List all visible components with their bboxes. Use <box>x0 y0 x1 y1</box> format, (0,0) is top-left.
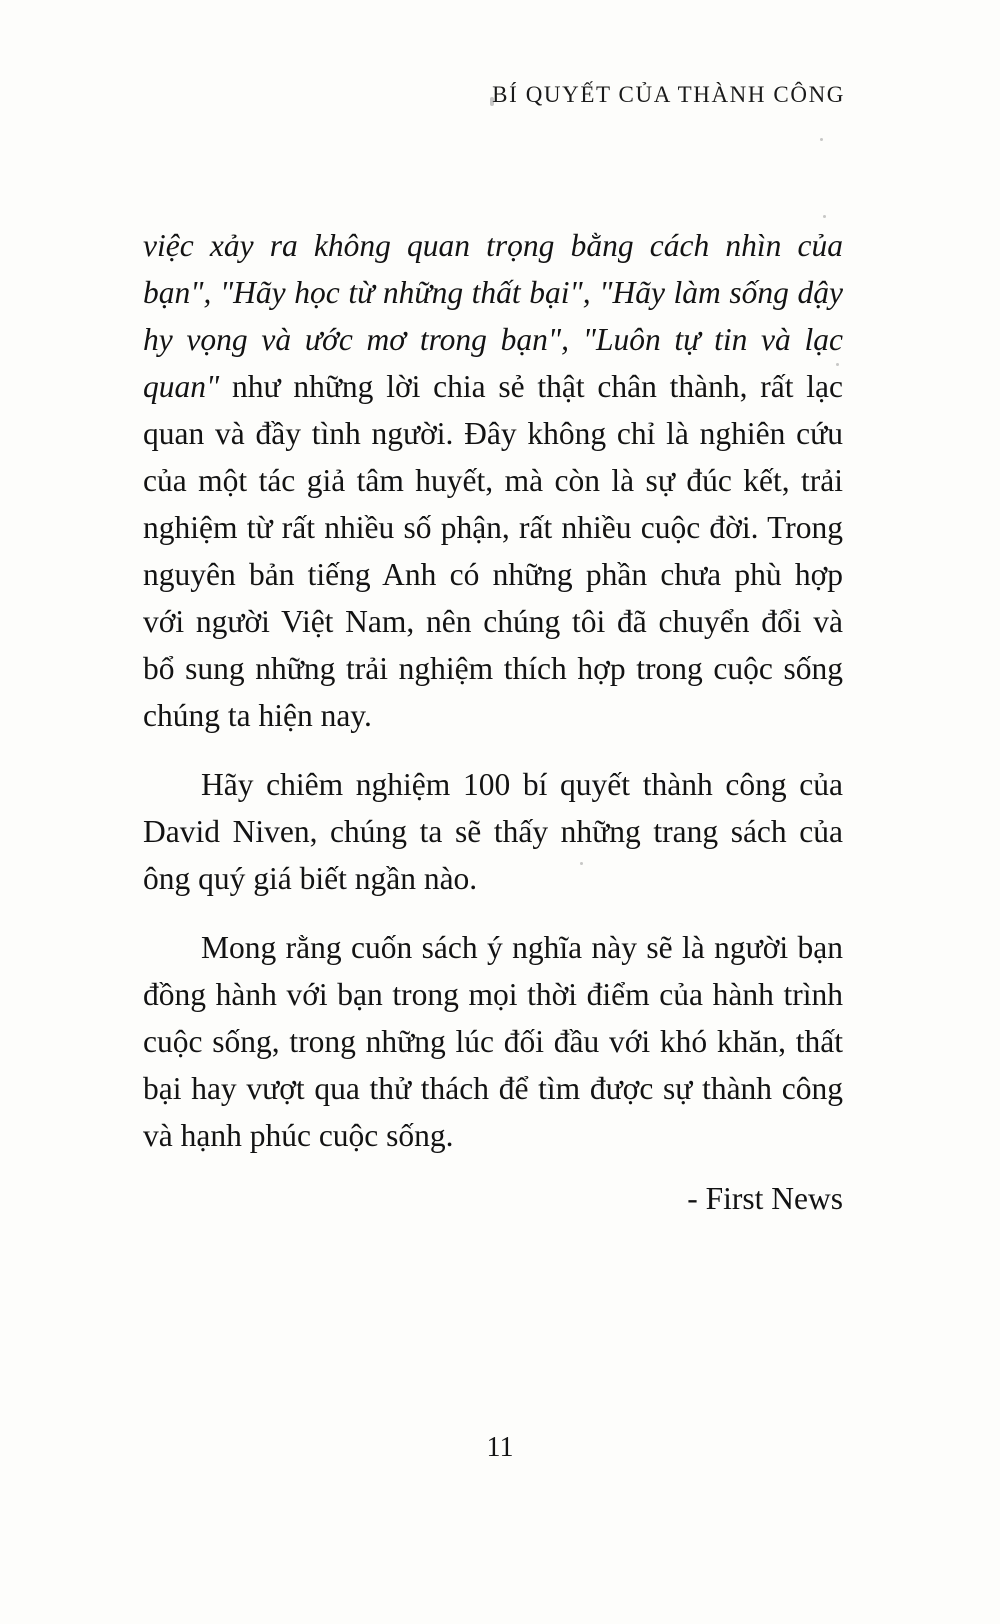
body-text <box>143 222 843 1222</box>
paragraph <box>143 222 843 739</box>
paragraph <box>143 761 843 902</box>
running-head: BÍ QUYẾT CỦA THÀNH CÔNG <box>492 82 845 107</box>
page-speckle <box>820 138 823 141</box>
signature: - First News <box>687 1181 843 1216</box>
paragraph-segment: Mong rằng cuốn sách ý nghĩa này sẽ là người bạn đồng hành với bạn trong mọi thời điểm của hành trình cuộc sống, trong những lúc đối đầu với khó khăn, thất bại hay vượt qua thử thách để tìm được sự thành công và hạnh phúc cuộc sống. <box>143 930 843 1153</box>
paragraph-segment: như những lời chia sẻ thật chân thành, rất lạc quan và đầy tình người. Đây không chỉ là nghiên cứu của một tác giả tâm huyết, mà còn là sự đúc kết, trải nghiệm từ rất nhiều số phận, rất nhiều cuộc đời. Trong nguyên bản tiếng Anh có những phần chưa phù hợp với người Việt Nam, nên chúng tôi đã chuyển đổi và bổ sung những trải nghiệm thích hợp trong cuộc sống chúng ta hiện nay. <box>143 369 843 733</box>
paragraph-italic-segment: việc xảy ra không quan trọng bằng cách nhìn của bạn", "Hãy học từ những thất bại", "Hãy làm sống dậy hy vọng và ước mơ trong bạn", "Luôn tự tin và lạc quan" <box>143 228 843 404</box>
paragraph <box>143 924 843 1159</box>
page-number: 11 <box>486 1432 514 1463</box>
paragraph-segment: Hãy chiêm nghiệm 100 bí quyết thành công của David Niven, chúng ta sẽ thấy những trang sách của ông quý giá biết ngần nào. <box>143 767 843 896</box>
page-speckle <box>823 215 826 218</box>
